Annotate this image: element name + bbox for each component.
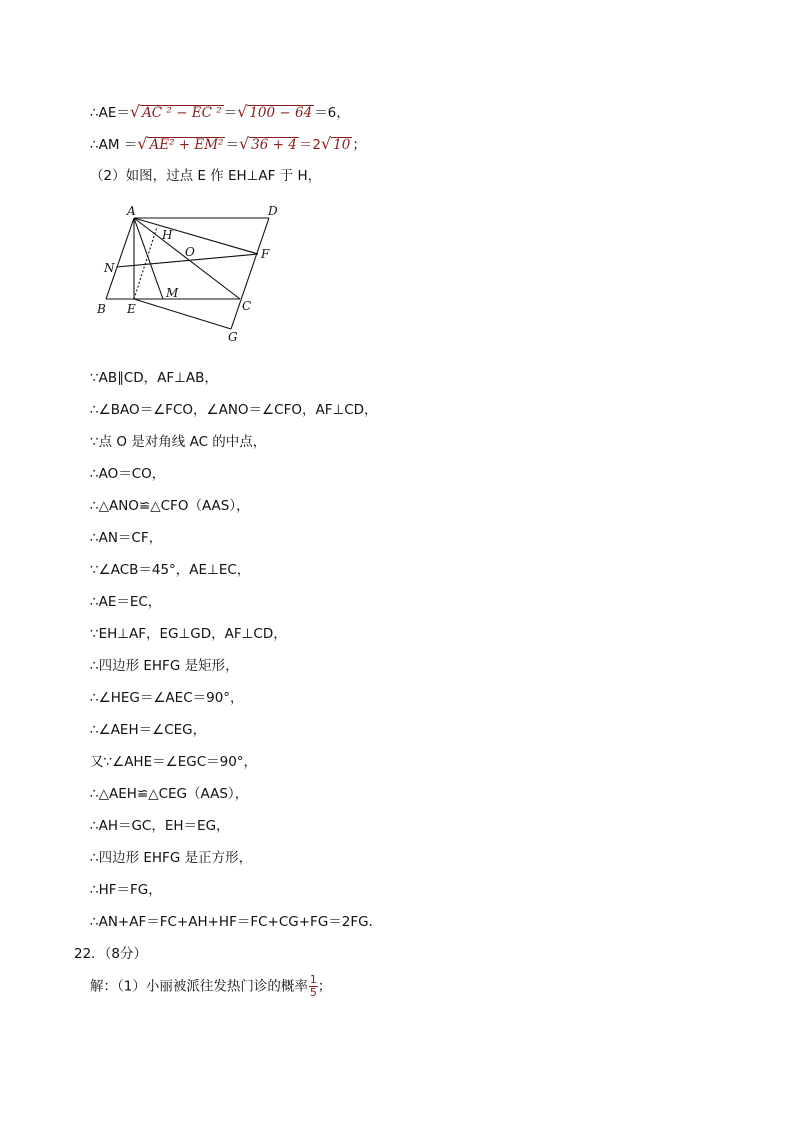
question-number: 22．（8分） <box>74 946 148 962</box>
answer-text: 解：（1）小丽被派往发热门诊的概率 <box>90 978 308 995</box>
fraction-numerator: 1 <box>309 973 317 986</box>
equals-sign: ＝ <box>223 105 238 121</box>
sqrt-sign: √ <box>320 134 332 153</box>
label-d: D <box>268 204 278 218</box>
sqrt-sign: √ <box>237 102 248 121</box>
proof-line: ∴AO＝CO， <box>90 466 166 482</box>
sqrt-sign: √ <box>137 134 148 153</box>
proof-line: ∴∠AEH＝∠CEG， <box>90 722 207 738</box>
segment-ac <box>134 218 240 299</box>
proof-line: ∴HF＝FG， <box>90 882 162 898</box>
sqrt-sign: √ <box>238 134 250 153</box>
label-c: C <box>242 299 252 313</box>
equation-ae-suffix: ＝6， <box>314 105 350 121</box>
proof-line: ∴四边形 EHFG 是矩形， <box>90 658 239 674</box>
segment-ab <box>106 218 134 299</box>
equals-sign: ＝ <box>225 137 239 153</box>
proof-line: ∵∠ACB＝45°，AE⊥EC， <box>90 562 251 578</box>
segment-eh-dotted <box>134 227 157 299</box>
equation-am <box>90 135 366 154</box>
proof-line: 又∵∠AHE＝∠EGC＝90°， <box>90 754 258 770</box>
label-f: F <box>261 247 270 261</box>
proof-line: ∴AN+AF＝FC+AH+HF＝FC+CG+FG＝2FG． <box>90 914 383 930</box>
segment-af <box>134 218 258 254</box>
answer-line <box>90 974 331 999</box>
equation-ae-prefix: ∴AE＝ <box>90 105 130 121</box>
segment-dg <box>231 218 269 329</box>
label-h: H <box>162 228 173 242</box>
fraction-denominator: 5 <box>309 986 317 999</box>
proof-line: ∴∠BAO＝∠FCO，∠ANO＝∠CFO，AF⊥CD， <box>90 402 378 418</box>
proof-line: ∴AE＝EC， <box>90 594 162 610</box>
proof-line: ∴∠HEG＝∠AEC＝90°， <box>90 690 244 706</box>
probability-fraction <box>309 974 318 999</box>
proof-line: ∵AB∥CD，AF⊥AB， <box>90 370 218 386</box>
segment-am <box>134 218 163 299</box>
proof-line: ∴AN＝CF， <box>90 530 163 546</box>
segment-nf <box>117 254 258 267</box>
equation-ae <box>90 103 350 122</box>
proof-line: ∵EH⊥AF，EG⊥GD，AF⊥CD， <box>90 626 287 642</box>
proof-line: ∴△AEH≌△CEG（AAS）， <box>90 786 249 802</box>
radicand-100-64: 100 − 64 <box>249 105 313 121</box>
label-n: N <box>104 261 115 275</box>
label-a: A <box>127 204 136 218</box>
proof-line: ∴△ANO≌△CFO（AAS）， <box>90 498 250 514</box>
segment-eg <box>134 299 231 329</box>
label-e: E <box>127 302 136 316</box>
label-m: M <box>166 286 179 300</box>
label-g: G <box>228 330 238 344</box>
proof-line: ∴AH＝GC，EH＝EG， <box>90 818 230 834</box>
label-o: O <box>185 245 195 259</box>
proof-line: ∵点 O 是对角线 AC 的中点， <box>90 434 267 450</box>
radicand-ae-em: AE² + EM² <box>149 137 224 153</box>
radicand-ac-ec: AC ² − EC ² <box>142 105 222 121</box>
radicand-36-4: 36 + 4 <box>251 137 297 153</box>
equation-am-prefix: ∴AM ＝ <box>90 137 138 153</box>
label-b: B <box>97 302 106 316</box>
radicand-10: 10 <box>333 137 351 153</box>
equation-am-suffix: ； <box>352 137 366 153</box>
answer-suffix: ； <box>317 978 332 995</box>
sqrt-sign: √ <box>129 102 141 121</box>
proof-line: ∴四边形 EHFG 是正方形， <box>90 850 253 866</box>
equals-two: ＝2 <box>298 137 321 153</box>
part-2-intro: （2）如图，过点 E 作 EH⊥AF 于 H， <box>90 168 322 184</box>
